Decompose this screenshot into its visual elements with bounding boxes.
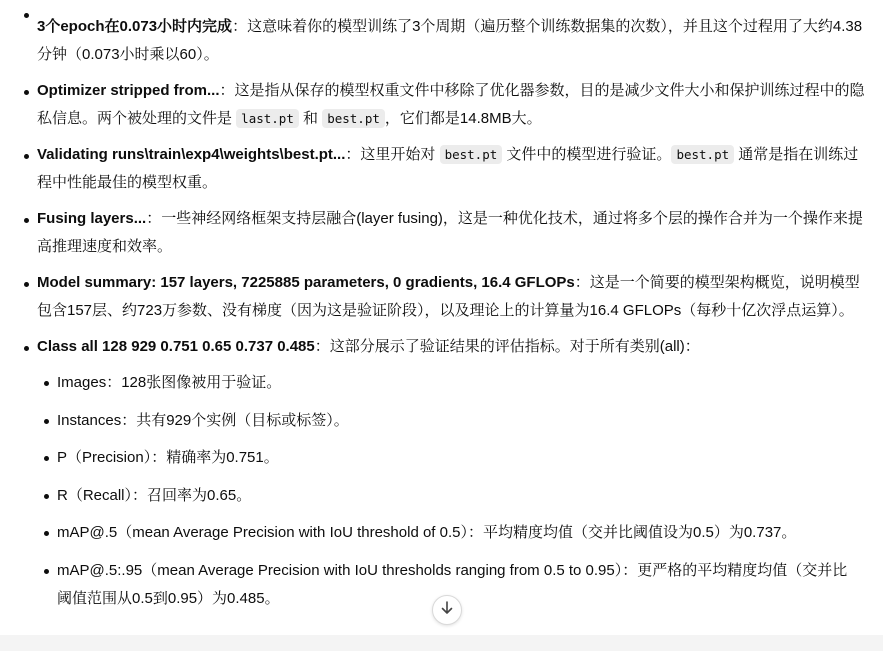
sub-item-images: Images：128张图像被用于验证。 bbox=[0, 369, 873, 397]
item-title: 3个epoch在0.073小时内完成 bbox=[37, 18, 233, 35]
item-text: ：这部分展示了验证结果的评估指标。对于所有类别(all)： bbox=[314, 338, 700, 355]
list-item-model-summary bbox=[0, 269, 883, 325]
list-item-optimizer bbox=[0, 77, 883, 133]
sub-item-instances: Instances：共有929个实例（目标或标签）。 bbox=[0, 407, 873, 435]
list-item-fusing bbox=[0, 205, 883, 261]
item-text: 文件中的模型进行验证。 bbox=[502, 146, 672, 163]
item-title: Class all 128 929 0.751 0.65 0.737 0.485 bbox=[37, 338, 315, 355]
item-text: ：这是指从保存的模型权重文件中移除了优化器参数，目的是减少文件大小和保护训练过程中的隐私信息。两个被处理的文件是 bbox=[37, 82, 865, 127]
item-text: ：一些神经网络框架支持层融合(layer fusing)，这是一种优化技术，通过将多个层的操作合并为一个操作来提高推理速度和效率。 bbox=[37, 210, 863, 255]
sub-item-map50-95: mAP@.5:.95（mean Average Precision with IoU thresholds ranging from 0.5 to 0.95）：更严格的平均精度均值（交并比阈值范围从0.5到0.95）为0.485。 bbox=[0, 557, 873, 613]
list-item-epoch bbox=[0, 0, 883, 69]
item-text: 通常是指在训练过程中性能最佳的模型权重。 bbox=[37, 146, 859, 191]
item-text: ：这里开始对 bbox=[345, 146, 440, 163]
metrics-sublist bbox=[0, 369, 873, 613]
sub-item-precision: P（Precision）：精确率为0.751。 bbox=[0, 444, 873, 472]
list-item-class-all bbox=[0, 333, 883, 613]
item-title: Optimizer stripped from... bbox=[37, 82, 220, 99]
bottom-bar bbox=[0, 635, 883, 651]
scroll-to-bottom-button[interactable] bbox=[432, 595, 462, 625]
sub-item-map50: mAP@.5（mean Average Precision with IoU threshold of 0.5）：平均精度均值（交并比阈值设为0.5）为0.737。 bbox=[0, 519, 873, 547]
inline-code: best.pt bbox=[322, 109, 385, 128]
inline-code: best.pt bbox=[440, 145, 503, 164]
item-title: Fusing layers... bbox=[37, 210, 147, 227]
item-title: Model summary: 157 layers, 7225885 parameters, 0 gradients, 16.4 GFLOPs bbox=[37, 274, 575, 291]
sub-item-recall: R（Recall）：召回率为0.65。 bbox=[0, 482, 873, 510]
inline-code: best.pt bbox=[671, 145, 734, 164]
item-text: ，它们都是14.8MB大。 bbox=[384, 110, 542, 127]
list-item-validating bbox=[0, 141, 883, 197]
item-text: 和 bbox=[298, 110, 323, 127]
item-text: ：这是一个简要的模型架构概览，说明模型包含157层、约723万参数、没有梯度（因为这是验证阶段），以及理论上的计算量为16.4 GFLOPs（每秒十亿次浮点运算）。 bbox=[37, 274, 860, 319]
item-text: ：这意味着你的模型训练了3个周期（遍历整个训练数据集的次数），并且这个过程用了大约4.38分钟（0.073小时乘以60）。 bbox=[37, 18, 863, 63]
item-title: Validating runs\train\exp4\weights\best.pt... bbox=[37, 146, 346, 163]
inline-code: last.pt bbox=[236, 109, 299, 128]
arrow-down-icon bbox=[439, 600, 455, 620]
